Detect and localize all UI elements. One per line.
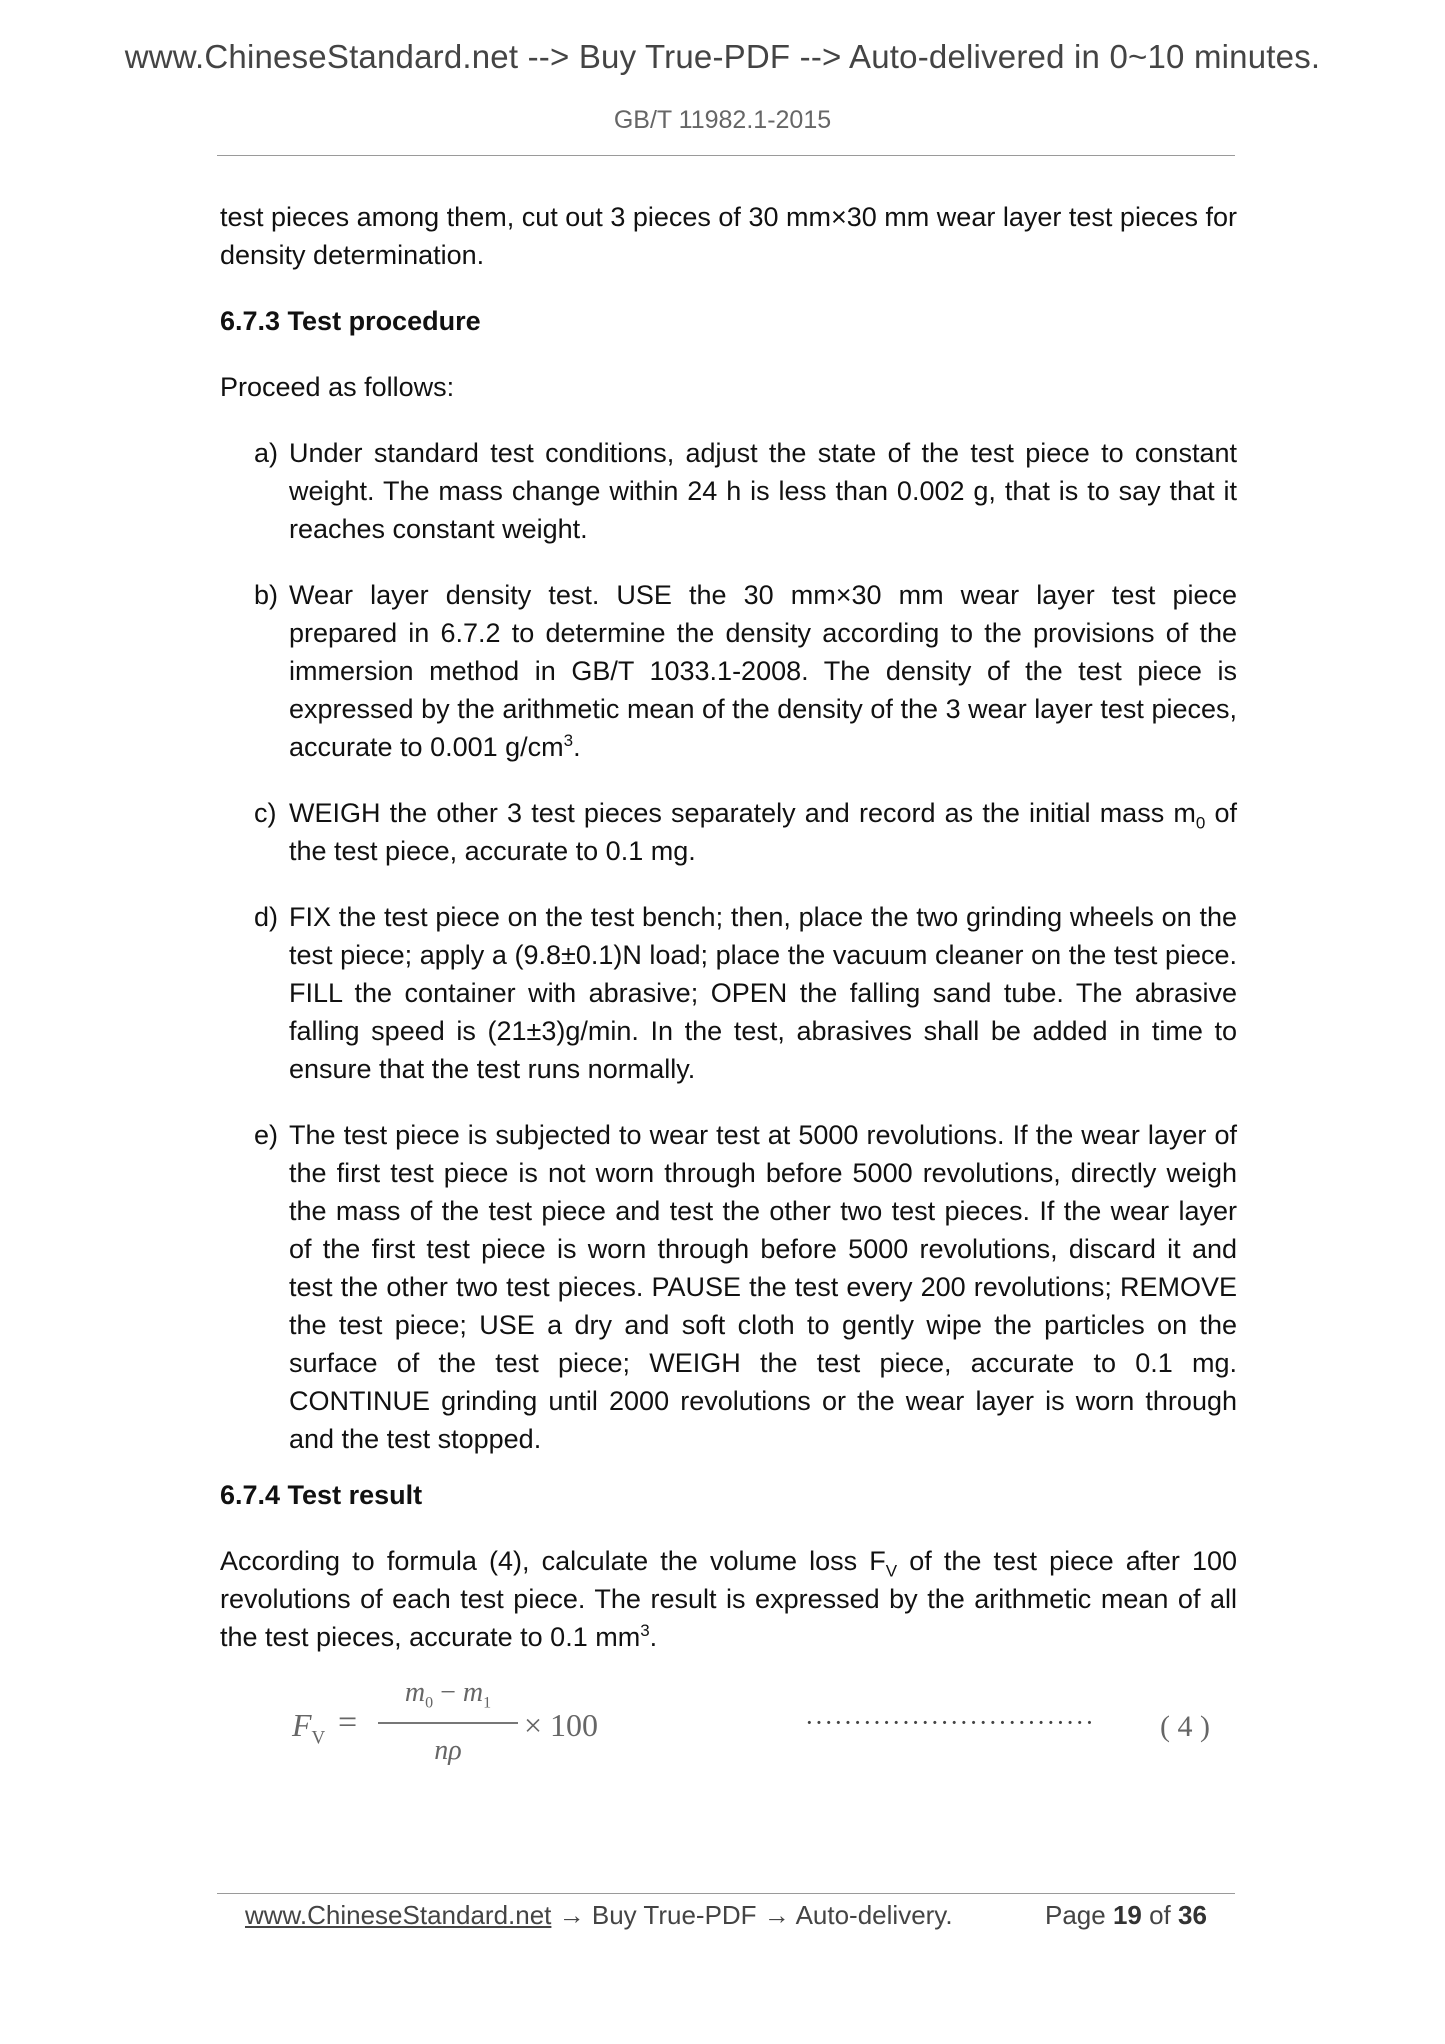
result-paragraph: According to formula (4), calculate the volume loss $F_V$ of the test piece after 100 revolutions of each test piece. The result is expressed by the arithmetic mean of all the test pieces, accurate to 0.1 $mm^3$. <box>220 1546 1238 1652</box>
list-text: The test piece is subjected to wear test at 5000 revolutions. If the wear layer of the first test piece is not worn through before 5000 revolutions, directly weigh the mass of the test piece and test the other two test pieces. If the wear layer of the first test piece is worn through before 5000 revolutions, discard it and test the other two test pieces. PAUSE the test every 200 revolutions; REMOVE the test piece; USE a dry and soft cloth to gently wipe the particles on the surface of the test piece; WEIGH the test piece, accurate to 0.1 mg. CONTINUE grinding until 2000 revolutions or the wear layer is worn through and the test stopped. <box>289 1120 1237 1454</box>
procedure-intro: Proceed as follows: <box>220 372 455 402</box>
list-label: d) <box>254 902 279 932</box>
section-heading-674: 6.7.4 Test result <box>220 1480 423 1510</box>
formula-4 <box>220 1670 1237 1780</box>
list-label: a) <box>254 438 279 468</box>
formula-fraction-bar <box>378 1722 518 1724</box>
list-item <box>254 1116 1237 1458</box>
list-text: WEIGH the other 3 test pieces separately and record as the initial mass $m_0$ of the test piece, accurate to 0.1 mg. <box>289 798 1237 866</box>
top-banner: www.ChineseStandard.net --> Buy True-PDF --> Auto-delivered in 0~10 minutes. <box>124 38 1321 75</box>
continuation-paragraph: test pieces among them, cut out 3 pieces of 30 mm×30 mm wear layer test pieces for density determination. <box>220 202 1237 270</box>
footer-link[interactable]: www.ChineseStandard.net <box>245 1900 552 1930</box>
list-text: Under standard test conditions, adjust the state of the test piece to constant weight. The mass change within 24 h is less than 0.002 g, that is to say that it reaches constant weight. <box>289 438 1237 544</box>
footer-promo: → Buy True-PDF → Auto-delivery. <box>551 1900 953 1930</box>
standard-code: GB/T 11982.1-2015 <box>613 106 832 134</box>
list-label: b) <box>254 580 279 610</box>
list-label: e) <box>254 1120 279 1150</box>
formula-equals: = <box>338 1704 358 1741</box>
list-item <box>254 794 1237 870</box>
formula-multiplier: × 100 <box>524 1707 599 1743</box>
list-item <box>254 434 1237 548</box>
footer-rule <box>217 1893 1235 1894</box>
list-item <box>254 898 1237 1088</box>
page-footer <box>245 1900 1235 1931</box>
list-item <box>254 576 1237 766</box>
page-number: Page 19 of 36 <box>1045 1900 1207 1930</box>
list-text: Wear layer density test. USE the 30 mm×30 mm wear layer test piece prepared in 6.7.2 to determine the density according to the provisions of the immersion method in GB/T 1033.1-2008. The density of the test piece is expressed by the arithmetic mean of the density of the 3 wear layer test pieces, accurate to 0.001 $g/cm^3$. <box>289 580 1237 762</box>
header-rule <box>217 155 1235 156</box>
formula-numerator: $m_0 - m_1$ <box>404 1677 492 1712</box>
list-text: FIX the test piece on the test bench; then, place the two grinding wheels on the test piece; apply a (9.8±0.1)N load; place the vacuum cleaner on the test piece. FILL the container with abrasive; OPEN the falling sand tube. The abrasive falling speed is (21±3)g/min. In the test, abrasives shall be added in time to ensure that the test runs normally. <box>289 902 1237 1084</box>
section-heading-673: 6.7.3 Test procedure <box>220 306 481 336</box>
formula-number: ( 4 ) <box>1160 1710 1210 1743</box>
formula-denominator: nρ <box>434 1735 462 1766</box>
formula-leader-dots: ······························ <box>805 1708 1095 1737</box>
list-label: c) <box>254 798 277 828</box>
formula-lhs: $F_V$ <box>292 1707 326 1749</box>
page-content <box>220 198 1237 1780</box>
